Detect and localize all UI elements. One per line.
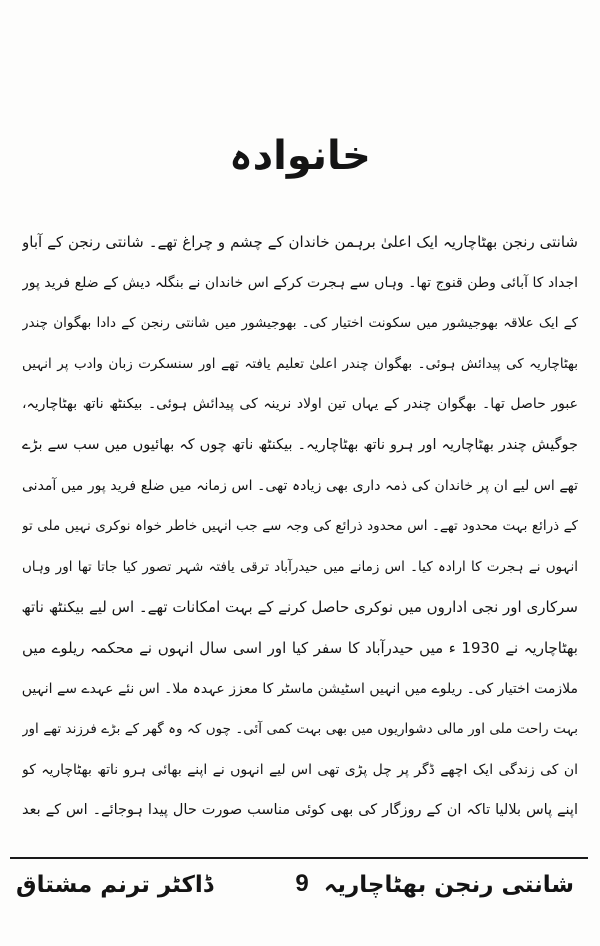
paragraph-line: عبور حاصل تھا۔ بھگوان چندر کے یہاں تین اولاد نرینہ کی پیدائش ہوئی۔ بیکنٹھ ناتھ بھٹاچاریہ،	[22, 396, 578, 413]
paragraph-line: سرکاری اور نجی اداروں میں نوکری حاصل کرنے کے بہت امکانات تھے۔ اس لیے بیکنٹھ ناتھ	[22, 598, 578, 617]
paragraph-line: تھے اس لیے ان پر خاندان کی ذمہ داری بھی زیادہ تھی۔ اس زمانہ میں ضلع فرید پور میں آمدنی	[22, 477, 578, 494]
page-number: 9	[295, 870, 309, 897]
paragraph-line: شانتی رنجن بھٹاچاریہ ایک اعلیٰ برہمن خاندان کے چشم و چراغ تھے۔ شانتی رنجن کے آباو	[22, 233, 578, 251]
body-paragraph	[22, 222, 578, 831]
paragraph-line: بھٹاچاریہ کی پیدائش ہوئی۔ بھگوان چندر اعلیٰ تعلیم یافتہ تھے اور سنسکرت زبان وادب پر انہیں	[22, 355, 578, 372]
paragraph-line: جوگیش چندر بھٹاچاریہ اور ہرو ناتھ بھٹاچاریہ۔ بیکنٹھ ناتھ چوں کہ بھائیوں میں سب سے بڑے	[22, 436, 578, 453]
footer-book-title: شانتی رنجن بھٹاچاریہ	[323, 872, 574, 898]
chapter-title: خانوادہ	[229, 133, 371, 179]
paragraph-line: انہوں نے ہجرت کا ارادہ کیا۔ اس زمانے میں حیدرآباد ترقی یافتہ شہر تصور کیا جاتا تھا اور وہاں	[22, 558, 578, 575]
footer-author: ڈاکٹر ترنم مشتاق	[16, 872, 214, 898]
paragraph-line: بھٹاچاریہ نے 1930 ء میں حیدرآباد کا سفر کیا اور اسی سال انہوں نے محکمہ ریلوے میں	[22, 638, 578, 657]
paragraph-line: ملازمت اختیار کی۔ ریلوے میں انہیں اسٹیشن ماسٹر کا معزز عہدہ ملا۔ اس نئے عہدے سے انہیں	[22, 680, 578, 697]
paragraph-line: ان کی زندگی ایک اچھے ڈگر پر چل پڑی تھی اس لیے انہوں نے اپنے بھائی ہرو ناتھ بھٹاچاریہ کو	[22, 761, 578, 778]
paragraph-line: اجداد کا آبائی وطن قنوج تھا۔ وہاں سے ہجرت کرکے اس خاندان نے بنگلہ دیش کے ضلع فرید پور	[22, 274, 578, 291]
paragraph-line: کے ایک علاقہ بھوجیشور میں سکونت اختیار کی۔ بھوجیشور میں شانتی رنجن کے دادا بھگوان چندر	[22, 315, 578, 332]
page-footer	[10, 866, 588, 906]
footer-divider	[10, 857, 588, 859]
paragraph-line: کے ذرائع بہت محدود تھے۔ اس محدود ذرائع کی وجہ سے جب انہیں خاطر خواہ نوکری نہیں ملی تو	[22, 518, 578, 535]
paragraph-line: اپنے پاس بلالیا تاکہ ان کے روزگار کی بھی کوئی مناسب صورت حال پیدا ہوجائے۔ اس کے بعد	[22, 802, 578, 819]
paragraph-line: بہت راحت ملی اور مالی دشواریوں میں بھی بہت کمی آئی۔ چوں کہ وہ گھر کے بڑے فرزند تھے اور	[22, 721, 578, 738]
